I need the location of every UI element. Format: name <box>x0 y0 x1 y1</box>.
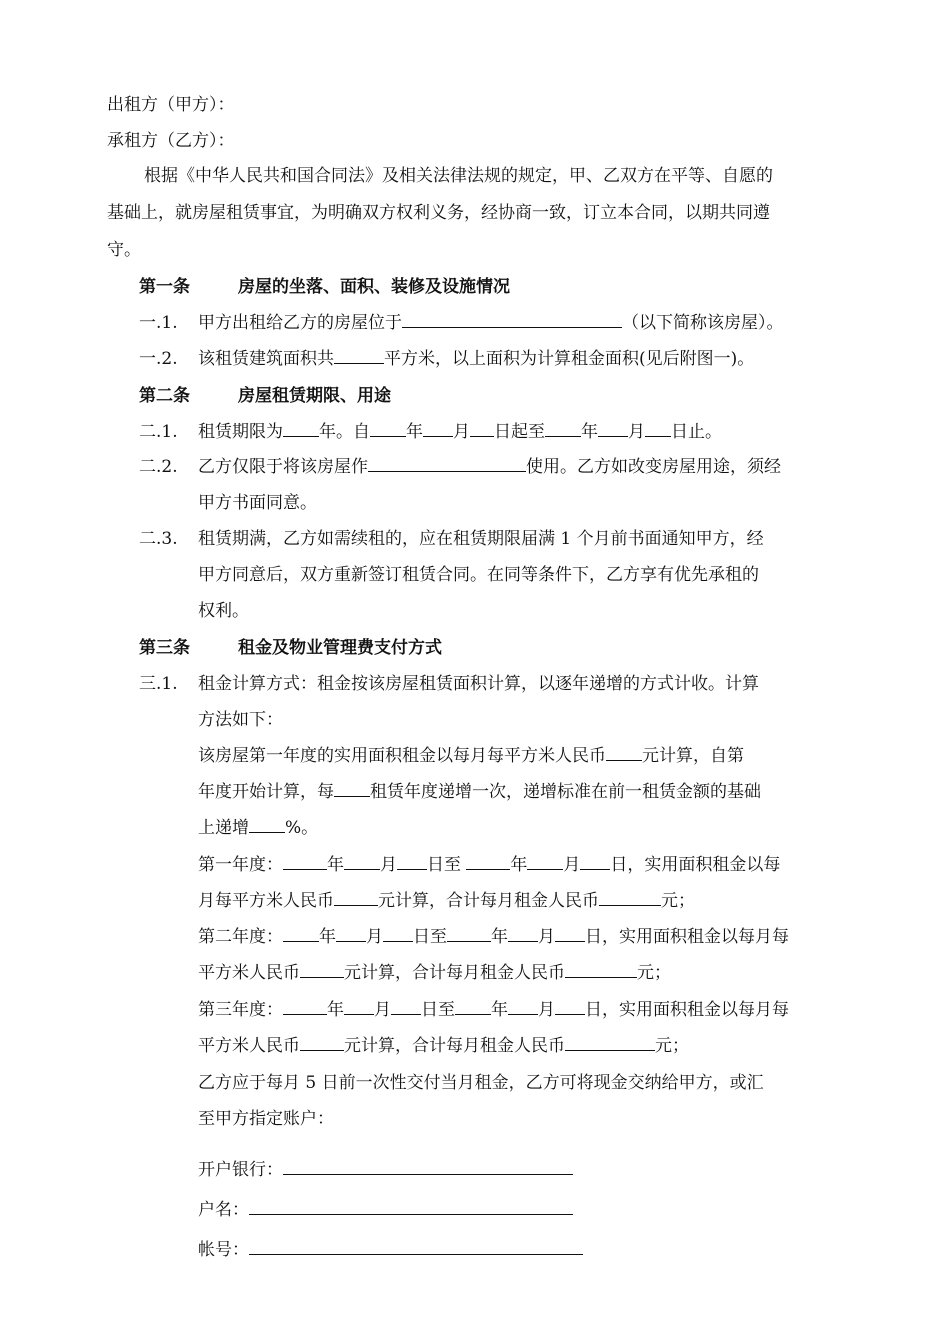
article-2-number: 第二条 <box>139 386 190 406</box>
article-2-heading <box>139 386 391 406</box>
y2-end-day-blank[interactable] <box>555 927 585 942</box>
account-name-field <box>198 1200 573 1220</box>
y2-total-blank[interactable] <box>565 963 637 978</box>
start-year-blank[interactable] <box>370 422 406 437</box>
account-number-field <box>198 1240 583 1260</box>
increment-interval-blank[interactable] <box>334 782 370 797</box>
bank-label: 开户银行： <box>198 1160 283 1180</box>
y2-rate-blank[interactable] <box>300 963 344 978</box>
clause-2-3-number: 二.3. <box>139 529 178 549</box>
year-3-line-2: 平方米人民币 元计算，合计每月租金人民币 元； <box>198 1036 689 1056</box>
year-2-line-1: 第二年度： 年 月 日至 年 月 日，实用面积租金以每月每 <box>198 927 789 947</box>
clause-2-1-number: 二.1. <box>139 422 178 442</box>
y1-rate-blank[interactable] <box>334 891 378 906</box>
account-number-input-line[interactable] <box>249 1240 583 1255</box>
bank-field <box>198 1160 573 1180</box>
article-3-title: 租金及物业管理费支付方式 <box>238 638 442 658</box>
clause-3-1-number: 三.1. <box>139 674 178 694</box>
article-1-heading <box>139 277 510 297</box>
lessee-line: 承租方（乙方）： <box>107 131 235 151</box>
y3-start-year-blank[interactable] <box>283 1000 327 1015</box>
bank-input-line[interactable] <box>283 1160 573 1175</box>
article-1-number: 第一条 <box>139 277 190 297</box>
y2-end-year-blank[interactable] <box>447 927 491 942</box>
y3-end-day-blank[interactable] <box>555 1000 585 1015</box>
first-year-rate-blank[interactable] <box>606 746 642 761</box>
y1-total-blank[interactable] <box>599 891 661 906</box>
account-name-input-line[interactable] <box>249 1200 573 1215</box>
year-2-line-2: 平方米人民币 元计算，合计每月租金人民币 元； <box>198 963 671 983</box>
clause-2-3-line-2: 甲方同意后，双方重新签订租赁合同。在同等条件下，乙方享有优先承租的 <box>198 565 759 585</box>
clause-1-2-text: 该租赁建筑面积共 平方米，以上面积为计算租金面积(见后附图一)。 <box>198 349 755 369</box>
preamble-line-3: 守。 <box>107 240 141 260</box>
clause-2-2-number: 二.2. <box>139 457 178 477</box>
payment-line-2: 至甲方指定账户： <box>198 1109 334 1129</box>
y1-end-day-blank[interactable] <box>580 855 610 870</box>
area-blank[interactable] <box>334 349 384 364</box>
start-month-blank[interactable] <box>423 422 453 437</box>
y2-start-month-blank[interactable] <box>336 927 366 942</box>
payment-line-1: 乙方应于每月 5 日前一次性交付当月租金，乙方可将现金交纳给甲方，或汇 <box>198 1073 764 1093</box>
year-3-line-1: 第三年度： 年 月 日至 年 月 日，实用面积租金以每月每 <box>198 1000 789 1020</box>
clause-3-1-line-4: 年度开始计算，每 租赁年度递增一次，递增标准在前一租赁金额的基础 <box>198 782 761 802</box>
clause-3-1-line-3: 该房屋第一年度的实用面积租金以每月每平方米人民币 元计算，自第 <box>198 746 744 766</box>
clause-2-3-line-3: 权利。 <box>198 601 249 621</box>
clause-2-3-line-1: 租赁期满，乙方如需续租的，应在租赁期限届满 1 个月前书面通知甲方，经 <box>198 529 764 549</box>
article-3-heading <box>139 638 442 658</box>
end-year-blank[interactable] <box>545 422 581 437</box>
lessor-line: 出租方（甲方）： <box>107 95 235 115</box>
y1-start-year-blank[interactable] <box>283 855 327 870</box>
end-day-blank[interactable] <box>645 422 671 437</box>
y2-end-month-blank[interactable] <box>508 927 538 942</box>
start-day-blank[interactable] <box>470 422 494 437</box>
year-1-line-1: 第一年度： 年 月 日至 年 月 日，实用面积租金以每 <box>198 855 781 875</box>
y2-start-year-blank[interactable] <box>283 927 319 942</box>
preamble-line-2: 基础上，就房屋租赁事宜，为明确双方权利义务，经协商一致，订立本合同，以期共同遵 <box>107 203 770 223</box>
end-month-blank[interactable] <box>598 422 628 437</box>
account-number-label: 帐号： <box>198 1240 249 1260</box>
article-2-title: 房屋租赁期限、用途 <box>238 386 391 406</box>
clause-2-2-text: 乙方仅限于将该房屋作 使用。乙方如改变房屋用途，须经 <box>198 457 781 477</box>
clause-2-1-text: 租赁期限为 年。自 年 月 日起至 年 月 日止。 <box>198 422 722 442</box>
term-years-blank[interactable] <box>283 422 319 437</box>
preamble-line-1: 根据《中华人民共和国合同法》及相关法律法规的规定，甲、乙双方在平等、自愿的 <box>144 166 773 186</box>
clause-1-1-text: 甲方出租给乙方的房屋位于 （以下简称该房屋）。 <box>198 313 784 333</box>
account-name-label: 户名： <box>198 1200 249 1220</box>
article-1-title: 房屋的坐落、面积、装修及设施情况 <box>238 277 510 297</box>
y2-start-day-blank[interactable] <box>383 927 413 942</box>
increment-percent-blank[interactable] <box>249 818 285 833</box>
y1-start-day-blank[interactable] <box>397 855 427 870</box>
clause-3-1-line-2: 方法如下： <box>198 710 283 730</box>
location-blank[interactable] <box>402 313 622 328</box>
y3-start-month-blank[interactable] <box>344 1000 374 1015</box>
clause-3-1-line-5: 上递增 %。 <box>198 818 319 838</box>
y1-start-month-blank[interactable] <box>344 855 380 870</box>
y1-end-month-blank[interactable] <box>527 855 563 870</box>
clause-3-1-line-1: 租金计算方式：租金按该房屋租赁面积计算，以逐年递增的方式计收。计算 <box>198 674 759 694</box>
y3-rate-blank[interactable] <box>300 1036 344 1051</box>
clause-1-1-number: 一.1. <box>139 313 178 333</box>
clause-2-2-text-cont: 甲方书面同意。 <box>198 493 317 513</box>
usage-blank[interactable] <box>368 457 526 472</box>
year-1-line-2: 月每平方米人民币 元计算，合计每月租金人民币 元； <box>198 891 695 911</box>
article-3-number: 第三条 <box>139 638 190 658</box>
y3-start-day-blank[interactable] <box>391 1000 421 1015</box>
y3-end-month-blank[interactable] <box>508 1000 538 1015</box>
y3-total-blank[interactable] <box>565 1036 655 1051</box>
y3-end-year-blank[interactable] <box>455 1000 491 1015</box>
clause-1-2-number: 一.2. <box>139 349 178 369</box>
y1-end-year-blank[interactable] <box>466 855 510 870</box>
